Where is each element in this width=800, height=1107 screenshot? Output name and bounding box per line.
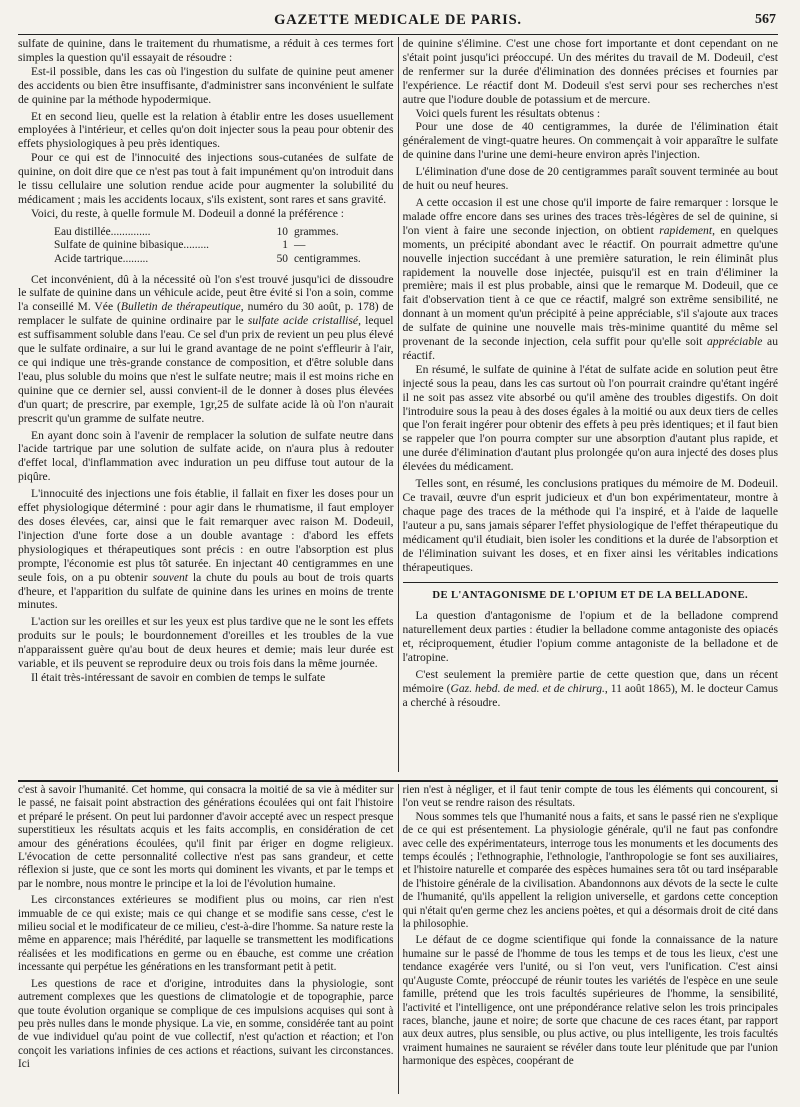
paragraph: La question d'antagonisme de l'opium et de la belladone comprend naturellement deux parties : étudier la belladone comme antagoniste des opiacés et, réciproquement, étudier l'opium comme antagoniste de la belladone et de l'atropine. bbox=[402, 609, 778, 665]
paragraph: rien n'est à négliger, et il faut tenir compte de tous les éléments qui concourent, si l'on veut se rendre raison des résultats. bbox=[402, 784, 778, 810]
upper-right-column bbox=[403, 37, 779, 772]
paragraph: Est-il possible, dans les cas où l'ingestion du sulfate de quinine peut amener des accidents ou bien être insuffisante, d'administrer sans inconvénient le sulfate de quinine par la méthode hypodermique. bbox=[18, 64, 394, 106]
paragraph: Les circonstances extérieures se modifient plus ou moins, car rien n'est immuable de ce qui existe; mais ce qui change et se modifie sans cesse, c'est le milieu social et le modificateur de ce milieu, c'est-à-dire l'homme. Sa nature reste la même en apparence; mais l'hérédité, par laquelle se transmettent les modifications réalisées et les modifications en germe ou en ébauche, est comme une création incessante qui perpétue les générations en les transformant petit à petit. bbox=[18, 894, 394, 974]
paragraph: Et en second lieu, quelle est la relation à établir entre les doses usuellement employées à l'intérieur, et celles qu'on doit injecter sous la peau pour obtenir des effets physiologiques à peu près identiques. bbox=[18, 109, 394, 151]
journal-title: GAZETTE MEDICALE DE PARIS. bbox=[274, 12, 522, 28]
section-heading: DE L'ANTAGONISME DE L'OPIUM ET DE LA BELLADONE. bbox=[403, 582, 779, 603]
paragraph: Voici, du reste, à quelle formule M. Dodeuil a donné la préférence : bbox=[31, 206, 345, 220]
paragraph: Pour une dose de 40 centigrammes, la durée de l'élimination était généralement de vingt-quatre heures. On commençait à voir apparaître le sulfate de quinine dans l'urine une demi-heure environ après l'injection. bbox=[402, 120, 778, 162]
paragraph: Il était très-intéressant de savoir en combien de temps le sulfate bbox=[31, 670, 326, 684]
paragraph: L'action sur les oreilles et sur les yeux est plus tardive que ne le sont les effets produits sur le pouls; le bourdonnement d'oreilles et les troubles de la vue n'apparaissent guère qu'au bout de deux heures et demie; mais leur durée est variable, et ils peuvent se reproduire deux ou trois fois dans la même journée. bbox=[18, 615, 394, 671]
paragraph: Le défaut de ce dogme scientifique qui fonde la connaissance de la nature humaine sur le passé de l'homme de tous les temps et de tous les lieux, c'est une tendance exagérée vers l'unité, ou si l'on veut, vers l'unification. C'est ainsi qu'Auguste Comte, préoccupé de réunir toutes les variétés de l'espèce en une seule famille, prétend que les trois facultés supérieures de l'homme, la sensibilité, l'activité et l'intelligence, ont une prépondérance relative selon les trois principales races, blanche, jaune et noire; de sorte que chacune de ces races étant, par rapport aux deux autres, plus sensible, ou plus active, ou plus intelligente, les trois facultés vraiment humaines ne sauraient se révéler dans toute leur plénitude que par l'union harmonique des espèces, coopérant de bbox=[402, 934, 778, 1068]
paragraph: sulfate de quinine, dans le traitement du rhumatisme, a réduit à ces termes fort simples la question qu'il essayait de résoudre : bbox=[18, 37, 394, 64]
lower-right-column bbox=[403, 784, 779, 1094]
paragraph: L'innocuité des injections une fois établie, il fallait en fixer les doses pour un effet physiologique déterminé : pour agir dans le rhumatisme, il faut employer des doses élevées, car, ainsi que le fait remarquer avec raison M. Dodeuil, l'injection d'une forte dose a un double avantage : d'abord les effets physiologiques et thérapeutiques sont précis : en outre l'absorption est plus prompte, l'économie est plus tôt saturée. En injectant 40 centigrammes en une seule fois, on a pu obtenir souvent la chute du pouls au bout de trois quarts d'heure, et l'apparition du sulfate de quinine dans les urines en moins de trente minutes. bbox=[18, 487, 394, 612]
formula-row: Eau distillée.............. 10 grammes. bbox=[54, 225, 339, 238]
paragraph: Cet inconvénient, dû à la nécessité où l'on s'est trouvé jusqu'ici de dissoudre le sulfate de quinine dans un véhicule acide, peut être évité si l'on a soin, comme l'a conseillé M. Vée (Bulletin de thérapeutique, numéro du 30 août, p. 178) de remplacer le sulfate de quinine ordinaire par le sulfate acide cristallisé, lequel est suffisamment soluble dans l'eau. Ce sel d'un prix de revient un peu plus élevé que le sulfate ordinaire, a sur lui le grand avantage de ne point s'effleurir à l'air, ce qui indique une très-grande constance de composition, et d'être soluble dans l'eau, plus soluble du moins que n'est le sulfate neutre; mais il est moins riche en quinine que ce dernier sel, aussi convient-il de le donner à doses plus élevées d'un quart; de prescrire, par exemple, 1gr,25 de sulfate acide là où l'on n'aurait prescrit qu'un gramme de sulfate neutre. bbox=[18, 272, 394, 425]
paragraph: Les questions de race et d'origine, introduites dans la physiologie, sont autrement complexes que les questions de climatologie et de topographie, parce que toute évolution organique se complique de ces impulsions acquises qui sont à peu près nulles dans le monde physique. La vie, en somme, considérée tant au point de vue individuel qu'au point de vue collectif, n'est qu'action et réaction; et l'on conçoit les variations infinies de ces actions et réactions, suivant les circonstances. Ici bbox=[18, 977, 394, 1071]
column-rule bbox=[398, 37, 399, 772]
lower-section bbox=[18, 784, 778, 1094]
formula-table bbox=[54, 226, 394, 267]
paragraph: c'est à savoir l'humanité. Cet homme, qui consacra la moitié de sa vie à méditer sur le passé, ne faisait point abstraction des générations écoulées qui ont fait l'histoire et préparé le présent. On peut lui pardonner d'avoir accepté avec un respect presque superstitieux les résultats acquis et les faits accomplis, en considération de cet amour des générations écoulées, qu'il finit par ériger en dogme religieux. L'évocation de cette personnalité collective n'est pas sans grandeur, et cette réflexion si juste, que ce sont les morts qui dominent les vivants, et par le temps et par le nombre, nous montre le principe et la loi de l'évolution humaine. bbox=[18, 784, 394, 890]
paragraph: A cette occasion il est une chose qu'il importe de faire remarquer : lorsque le malade offre encore dans ses urines des traces très-légères de sel de quinine, si l'on vient à faire une seconde injection, on obtient rapidement, en quelques moments, un précipité abondant avec le réactif. On pourrait admettre qu'une nouvelle injection succédant à une première saturation, le rein éliminât plus rapidement la nouvelle dose injectée, puisqu'il est en train d'éliminer la première; mais il est plus probable, ainsi que le remarque M. Dodeuil, que ce fait d'observation tient à ce que ce réactif, malgré son extrême sensibilité, ne donnant à un moment qu'un précipité à peine appréciable, s'il s'ajoute aux traces de sulfate de quinine une nouvelle mais très-minime quantité du même sel provenant de la seconde injection, cela suffit pour qu'elle soit appréciable au réactif. bbox=[402, 195, 778, 362]
paragraph: de quinine s'élimine. C'est une chose fort importante et dont cependant on ne s'était point jusqu'ici préoccupé. Un des mérites du travail de M. Dodeuil, c'est de renfermer sur la durée d'élimination des données précises et fournies par l'expérience. Le réactif dont M. Dodeuil s'est servi pour ses recherches n'est autre que l'iodure double de potassium et de mercure. bbox=[402, 37, 778, 106]
formula-row: Acide tartrique......... 50 centigrammes. bbox=[54, 252, 361, 265]
paragraph: Pour ce qui est de l'innocuité des injections sous-cutanées de sulfate de quinine, on doit dire que ce n'est pas tout à fait impunément qu'on introduit dans le tissu cellulaire une solution rendue acide pour augmenter la solubilité du médicament ; mais les accidents locaux, s'ils existent, sont rares et sans gravité. bbox=[18, 151, 394, 206]
paragraph: C'est seulement la première partie de cette question que, dans un récent mémoire (Gaz. hebd. de med. et de chirurg., 11 août 1865), M. le docteur Camus a cherché à résoudre. bbox=[402, 667, 778, 709]
page-number: 567 bbox=[755, 12, 776, 27]
section-divider bbox=[18, 780, 778, 782]
lower-left-column bbox=[18, 784, 394, 1094]
upper-section bbox=[18, 37, 778, 772]
page-header bbox=[18, 6, 778, 35]
upper-left-column bbox=[18, 37, 394, 772]
paragraph: Voici quels furent les résultats obtenus : bbox=[415, 106, 601, 120]
formula-row: Sulfate de quinine bibasique......... 1 — bbox=[54, 239, 306, 252]
column-rule bbox=[398, 784, 399, 1094]
paragraph: En ayant donc soin à l'avenir de remplacer la solution de sulfate neutre dans l'acide tartrique par une solution de sulfate acide, on n'aura plus à redouter d'effet local, d'inflammation avec induration un peu diffuse tout autour de la piqûre. bbox=[18, 428, 394, 484]
paragraph: L'élimination d'une dose de 20 centigrammes paraît souvent terminée au bout de huit ou neuf heures. bbox=[402, 165, 778, 193]
paragraph: Telles sont, en résumé, les conclusions pratiques du mémoire de M. Dodeuil. Ce travail, œuvre d'un esprit judicieux et d'un bon expérimentateur, montre à chaque page des traces de la méthode qui l'a inspiré, et à l'aide de laquelle l'auteur a pu, sans jamais séparer l'effet physiologique de l'effet thérapeutique du médicament qu'il étudiait, bien isoler les conditions et la durée de l'absorption et de l'élimination suivant les doses, et en fixer ainsi les véritables indications thérapeutiques. bbox=[402, 477, 778, 574]
paragraph: En résumé, le sulfate de quinine à l'état de sulfate acide en solution peut être injecté sous la peau, dans les cas surtout où l'on pourrait craindre qu'étant ingéré il ne soit pas assez vite absorbé ou qu'il amène des troubles digestifs. On doit l'introduire sous la peau à des doses égales à la moitié ou aux deux tiers de celles que l'on ferait ingérer pour obtenir des effets à peu près identiques; et il faut bien se rappeler que l'on pourra compter sur une absorption d'autant plus rapide, et une durée d'élimination d'autant plus prolongée qu'on aura injecté des doses plus élevées du médicament. bbox=[402, 362, 778, 474]
paragraph: Nous sommes tels que l'humanité nous a faits, et sans le passé rien ne s'explique de ce qui est présentement. La physiologie générale, qu'il ne faut pas confondre avec celle des expérimentateurs, interroge tous les monuments et les documents des temps écoulés ; l'ethnographie, l'ethnologie, l'anthropologie se font ses auxiliaires, et l'histoire naturelle et comparée des espèces humaines sera tôt ou tard inséparable de l'histoire générale de la civilisation. Abandonnons aux dévots de la secte le culte de l'humanité, qu'ils appellent la religion universelle, et gardons cette conception qui n'était qu'en germe chez les anciens poètes, et qui a désormais droit de cité dans la philosophie. bbox=[402, 810, 778, 931]
